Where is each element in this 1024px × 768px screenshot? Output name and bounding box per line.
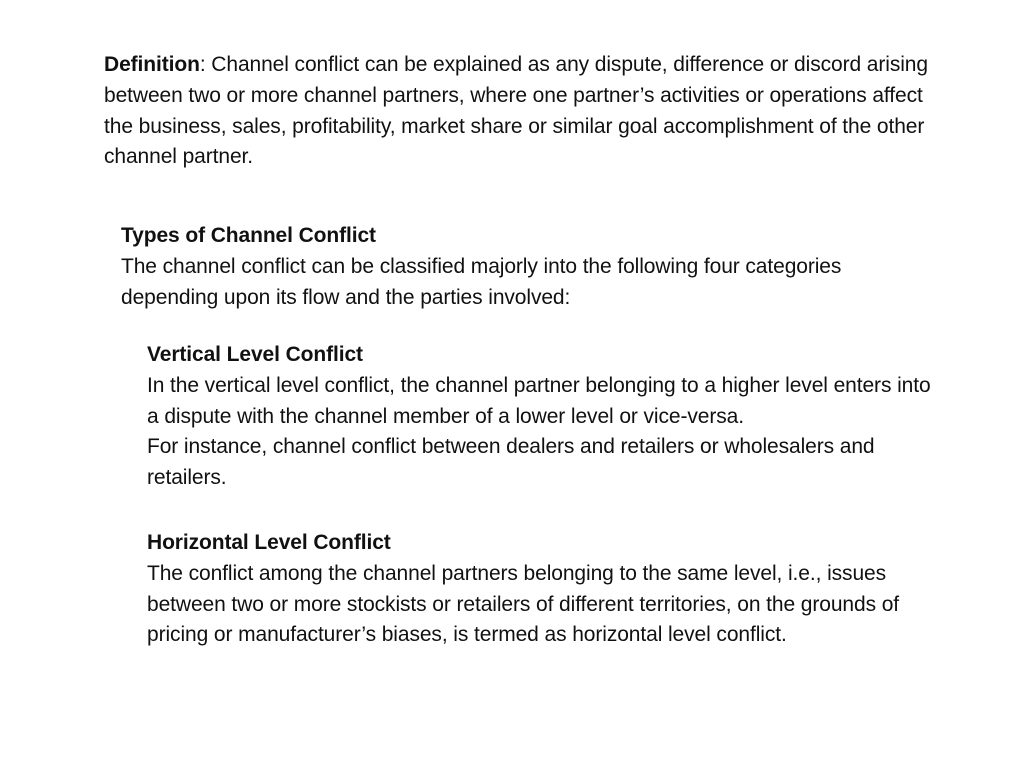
types-text: The channel conflict can be classified majorly into the following four categories depending upon its flow and the parties involved: bbox=[121, 254, 842, 309]
definition-label: Definition bbox=[104, 53, 200, 76]
horizontal-conflict-section bbox=[147, 528, 947, 651]
vertical-text: In the vertical level conflict, the channel partner belonging to a higher level enters into a dispute with the channel member of a lower level or vice-versa. bbox=[147, 373, 931, 428]
vertical-heading: Vertical Level Conflict bbox=[147, 343, 363, 366]
vertical-example: For instance, channel conflict between dealers and retailers or wholesalers and retailers. bbox=[147, 435, 875, 490]
vertical-conflict-section bbox=[147, 340, 947, 494]
definition-paragraph bbox=[104, 50, 934, 173]
horizontal-heading: Horizontal Level Conflict bbox=[147, 531, 391, 554]
definition-text: : Channel conflict can be explained as any dispute, difference or discord arising between two or more channel partners, where one partner’s activities or operations affect the business, sales, profitability, market share or similar goal accomplishment of the other channel partner. bbox=[104, 53, 928, 169]
types-heading: Types of Channel Conflict bbox=[121, 224, 376, 247]
horizontal-text: The conflict among the channel partners belonging to the same level, i.e., issues between two or more stockists or retailers of different territories, on the grounds of pricing or manufacturer’s biases, is termed as horizontal level conflict. bbox=[147, 561, 900, 647]
types-section bbox=[121, 221, 891, 313]
